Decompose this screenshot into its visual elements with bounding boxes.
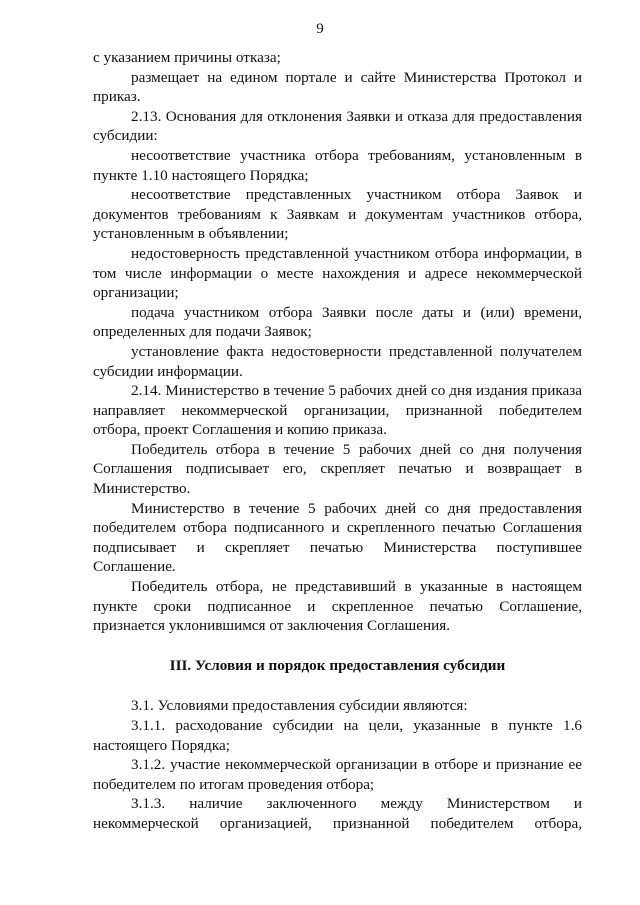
paragraph-false-information: установление факта недостоверности представленной получателем субсидии информации. (93, 342, 582, 380)
paragraph-3-1-2: 3.1.2. участие некоммерческой организации в отборе и признание ее победителем по итогам проведения отбора; (93, 756, 582, 793)
paragraph-winner-signs: Победитель отбора в течение 5 рабочих дней со дня получения Соглашения подписывает его, скрепляет печатью и возвращает в Министерство. (93, 440, 582, 498)
paragraph-unreliable-information: недостоверность представленной участником отбора информации, в том числе информации о месте нахождения и адресе некоммерческой организации; (93, 244, 582, 302)
paragraph-3-1: 3.1. Условиями предоставления субсидии являются: (131, 697, 468, 715)
paragraph-3-1-3: 3.1.3. наличие заключенного между Министерством и некоммерческой организацией, признанной победителем отбора, (93, 795, 582, 832)
paragraph-noncompliance-documents: несоответствие представленных участником отбора Заявок и документов требованиям к Заявкам и документам участников отбора, установленным в объявлении; (93, 186, 582, 243)
paragraph-noncompliance-participant: несоответствие участника отбора требованиям, установленным в пункте 1.10 настоящего Порядка; (93, 146, 582, 184)
section-heading-3: III. Условия и порядок предоставления субсидии (169, 656, 506, 674)
page-number: 9 (316, 21, 324, 37)
paragraph-2-14: 2.14. Министерство в течение 5 рабочих дней со дня издания приказа направляет некоммерческой организации, признанной победителем отбора, проект Соглашения и копию приказа. (93, 382, 582, 439)
paragraph-ministry-signs: Министерство в течение 5 рабочих дней со дня предоставления победителем отбора подписанного и скрепленного печатью Соглашения подписывает и скрепляет печатью Министерства поступившее Соглашение. (93, 499, 582, 576)
paragraph-late-submission: подача участником отбора Заявки после даты и (или) времени, определенных для подачи Заявок; (93, 303, 582, 341)
paragraph-evasion: Победитель отбора, не представивший в указанные в настоящем пункте сроки подписанное и скрепленное печатью Соглашение, признается уклонившимся от заключения Соглашения. (93, 578, 582, 635)
paragraph-refusal-reason: с указанием причины отказа; (93, 49, 281, 66)
paragraph-publish-protocol: размещает на едином портале и сайте Министерства Протокол и приказ. (93, 68, 582, 106)
paragraph-3-1-1: 3.1.1. расходование субсидии на цели, указанные в пункте 1.6 настоящего Порядка; (93, 717, 582, 754)
document-body (93, 48, 582, 834)
paragraph-2-13: 2.13. Основания для отклонения Заявки и отказа для предоставления субсидии: (93, 107, 582, 145)
